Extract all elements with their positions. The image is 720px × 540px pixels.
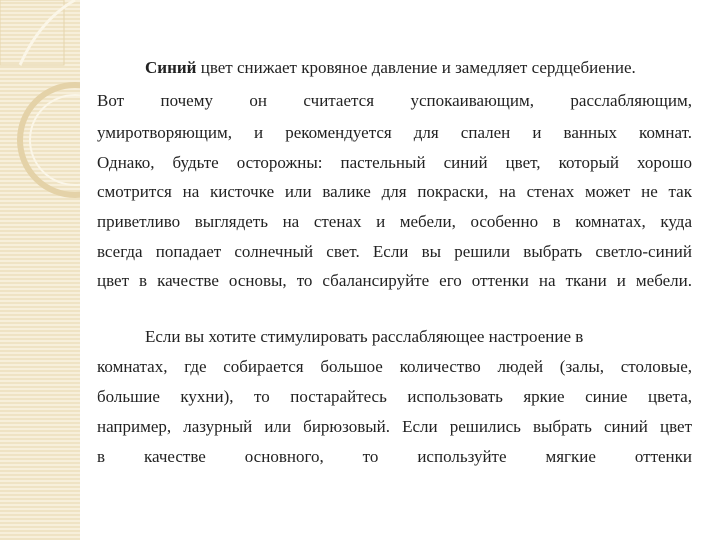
paragraph-1-line: умиротворяющим, и рекомендуется для спален и ванных комнат.	[97, 123, 692, 142]
paragraph-1-line: Однако, будьте осторожны: пастельный синий цвет, который хорошо	[97, 153, 692, 172]
paragraph-2-line: комнатах, где собирается большое количество людей (залы, столовые,	[97, 357, 692, 376]
paragraph-1-line: смотрится на кисточке или валике для покраски, на стенах может не так	[97, 182, 692, 201]
paragraph-2-line: например, лазурный или бирюзовый. Если решились выбрать синий цвет	[97, 417, 692, 436]
paragraph-2-line: большие кухни), то постарайтесь использовать яркие синие цвета,	[97, 387, 692, 406]
paragraph-1-line-1: Синий цвет снижает кровяное давление и замедляет сердцебиение.	[145, 58, 636, 77]
paragraph-1-line: Вот почему он считается успокаивающим, расслабляющим,	[97, 91, 692, 110]
decorative-side-strip	[0, 0, 80, 540]
paragraph-1-line: приветливо выглядеть на стенах и мебели, особенно в комнатах, куда	[97, 212, 692, 231]
paragraph-1-line: всегда попадает солнечный свет. Если вы решили выбрать светло-синий	[97, 242, 692, 261]
paragraph-2-line: Если вы хотите стимулировать расслабляющее настроение в	[145, 327, 584, 346]
bold-word: Синий	[145, 58, 197, 77]
decorative-curves	[0, 0, 80, 540]
paragraph-1-line: цвет в качестве основы, то сбалансируйте его оттенки на ткани и мебели.	[97, 271, 692, 290]
paragraph-2-line: в качестве основного, то используйте мягкие оттенки	[97, 447, 692, 466]
